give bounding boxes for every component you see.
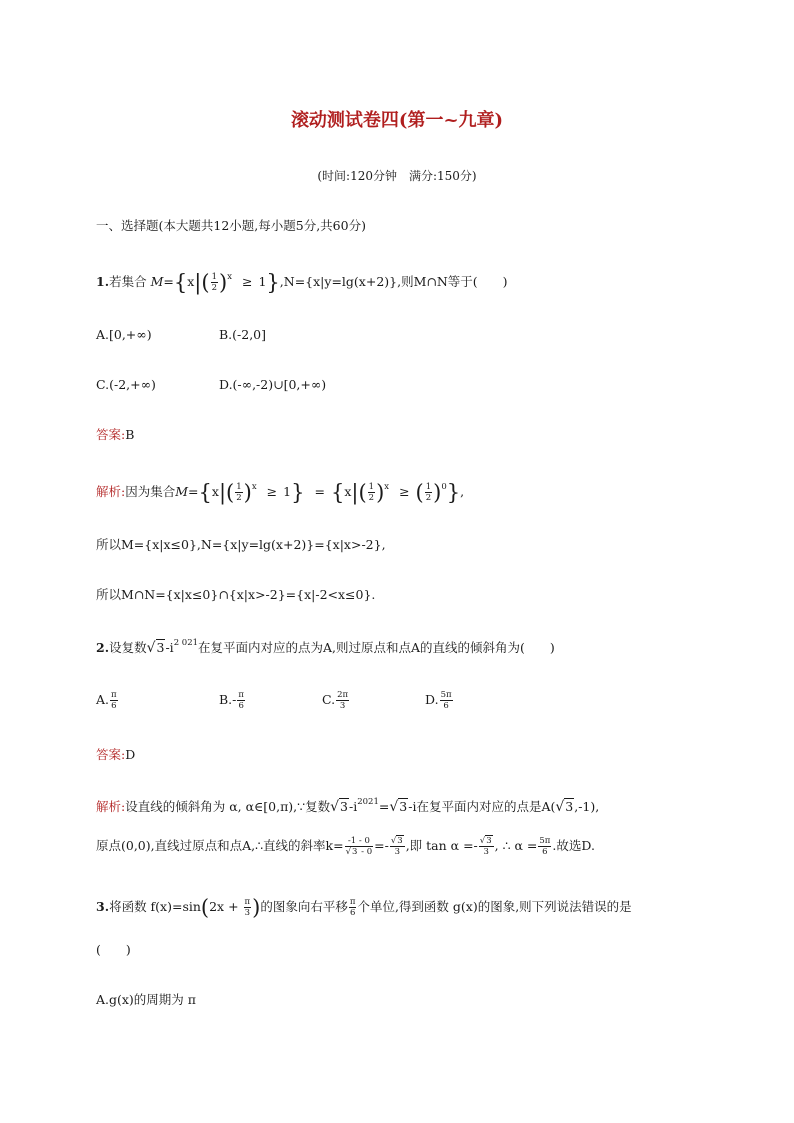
question-3-paren: ( ) xyxy=(96,942,131,957)
exponent-zero: 0 xyxy=(441,482,447,492)
paren-close: ) xyxy=(433,480,442,505)
question-number: 3. xyxy=(96,899,110,914)
question-3-stem: 3.将函数 f(x)=sin(2x + $\frac{\pi}{3}$ )的图象向右平移 $\frac{\pi}{6}$ 个单位,得到函数 g(x)的图象,则下列说法错误的是 xyxy=(96,895,632,920)
question-2-stem xyxy=(96,633,555,658)
exponent: x xyxy=(384,482,390,492)
option-b: B.(-2,0] xyxy=(219,327,267,342)
brace-close: } xyxy=(266,270,280,295)
option-c: C. $\frac{2\pi}{3}$ xyxy=(322,690,349,711)
option-c: C.(-2,+∞) xyxy=(96,377,156,392)
analysis-2-line1: 解析:设直线的倾斜角为 α, α∈[0,π),∵复数$√3-i^{2021}=√3-i$在复平面内对应的点是A(√3,-1), xyxy=(96,797,600,815)
question-1-stem xyxy=(96,267,508,293)
equals: = xyxy=(314,484,325,499)
answer-1 xyxy=(96,425,134,445)
paren-close: ) xyxy=(243,480,252,505)
value-one: 1 xyxy=(258,274,267,289)
answer-label: 答案: xyxy=(96,747,126,762)
page-title: 滚动测试卷四(第一~九章) xyxy=(290,110,504,131)
paren-open: ( xyxy=(201,270,210,295)
analysis-1-line2: 所以M={x|x≤0},N={x|y=lg(x+2)}={x|x>-2}, xyxy=(96,537,386,552)
analysis-label: 解析: xyxy=(96,484,126,499)
paren-close: ) xyxy=(376,480,385,505)
option-a: A.[0,+∞) xyxy=(96,327,152,342)
fraction-half: $\frac{1}{2}$ xyxy=(425,482,432,503)
equals: = xyxy=(188,484,199,499)
fraction-half: $\frac{1}{2}$ xyxy=(368,482,375,503)
option-a: A. $\frac{\pi}{6}$ xyxy=(96,690,117,711)
paren-close: ) xyxy=(219,270,228,295)
fraction-half: $\frac{1}{2}$ xyxy=(211,272,217,293)
sqrt-sign: √ xyxy=(146,640,156,656)
stem-text: 设复数 xyxy=(109,640,147,655)
comma: , xyxy=(460,484,465,499)
var-x: x xyxy=(344,484,352,499)
ge-sign: ≥ xyxy=(399,484,410,499)
stem-text: ,N={x|y=lg(x+2)},则M∩N等于( ) xyxy=(279,274,508,289)
option-d: D.(-∞,-2)∪[0,+∞) xyxy=(219,377,327,392)
paren-open: ( xyxy=(358,480,367,505)
set-m: M xyxy=(150,274,164,289)
brace-close: } xyxy=(446,480,461,505)
ge-sign: ≥ xyxy=(241,274,253,289)
answer-2 xyxy=(96,745,135,765)
set-m: M xyxy=(175,484,189,499)
brace-open: { xyxy=(173,270,188,295)
analysis-text: 设直线的倾斜角为 α, α∈[0,π),∵复数 xyxy=(125,799,331,814)
analysis-2-line2: 原点(0,0),直线过原点和点A,∴直线的斜率k= $\frac{-1 - 0}{√3 - 0}$ =- $\frac{√3}{3}$ ,即 tan α =- $\frac{√3}{3}$ , ∴ α = $\frac{5\pi}{6}$ .故选D. xyxy=(96,836,595,857)
stem-text: 将函数 f(x)=sin xyxy=(109,899,201,914)
stem-text: 若集合 xyxy=(109,274,147,289)
analysis-text: 因为集合 xyxy=(125,484,176,499)
var-x: x xyxy=(211,484,219,499)
section-heading: 一、选择题(本大题共12小题,每小题5分,共60分) xyxy=(96,218,366,233)
var-x: x xyxy=(187,274,195,289)
stem-text: -i xyxy=(165,640,174,655)
answer-value: B xyxy=(125,427,135,442)
analysis-1-line3: 所以M∩N={x|x≤0}∩{x|x>-2}={x|-2<x≤0}. xyxy=(96,587,376,602)
brace-open: { xyxy=(330,480,345,505)
exponent: 2 021 xyxy=(173,638,199,648)
analysis-label: 解析: xyxy=(96,799,126,814)
exam-info: (时间:120分钟 满分:150分) xyxy=(317,169,477,183)
divider-bar: | xyxy=(351,480,359,505)
value-one: 1 xyxy=(283,484,292,499)
exponent: x xyxy=(227,272,232,282)
answer-label: 答案: xyxy=(96,427,126,442)
paren-open: ( xyxy=(226,480,235,505)
stem-text: 在复平面内对应的点为A,则过原点和点A的直线的倾斜角为( ) xyxy=(198,640,555,655)
equals: = xyxy=(163,274,174,289)
divider-bar: | xyxy=(194,270,202,295)
question-number: 2. xyxy=(96,640,110,655)
option-d: D. $\frac{5\pi}{6}$ xyxy=(425,690,452,711)
ge-sign: ≥ xyxy=(266,484,278,499)
brace-open: { xyxy=(198,480,212,505)
answer-value: D xyxy=(125,747,136,762)
divider-bar: | xyxy=(218,480,227,505)
question-number: 1. xyxy=(96,274,110,289)
option-a: A.g(x)的周期为 π xyxy=(96,992,196,1007)
exponent: x xyxy=(251,482,257,492)
brace-close: } xyxy=(291,480,305,505)
paren-open: ( xyxy=(415,480,424,505)
option-b: B.- $\frac{\pi}{6}$ xyxy=(219,690,244,711)
sqrt-value: 3 xyxy=(156,640,165,655)
fraction-half: $\frac{1}{2}$ xyxy=(236,482,242,503)
analysis-1-line1 xyxy=(96,477,464,503)
